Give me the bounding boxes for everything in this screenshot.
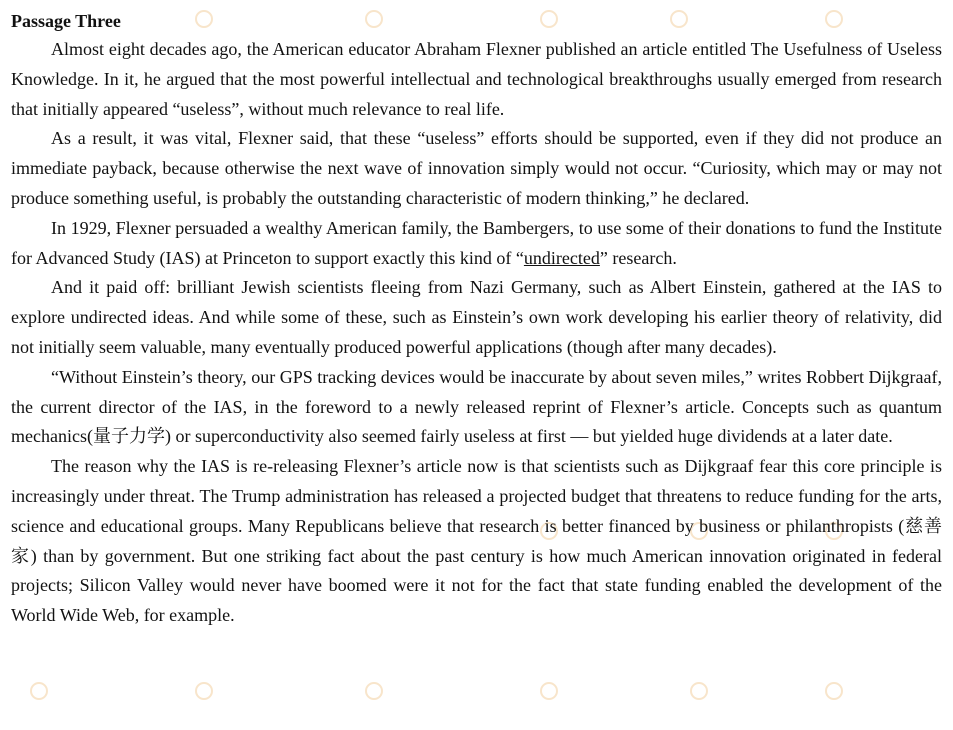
paragraph-5: “Without Einstein’s theory, our GPS tracking devices would be inaccurate by about seven miles,” writes Robbert Dijkgraaf, the current director of the IAS, in the foreword to a newly released reprint of Flexner’s article. Concepts such as quantum mechanics(量子力学) or superconductivity also seemed fairly useless at first — but yielded huge dividends at a later date. bbox=[11, 366, 942, 447]
paragraph-3 bbox=[11, 214, 942, 274]
paragraph-3-after: ” research. bbox=[599, 247, 677, 268]
paragraph-2: As a result, it was vital, Flexner said, that these “useless” efforts should be supported, even if they did not produce an immediate payback, because otherwise the next wave of innovation simply would not occur. “Curiosity, which may or may not produce something useful, is probably the outstanding characteristic of modern thinking,” he declared. bbox=[11, 128, 942, 208]
watermark-logo bbox=[540, 682, 564, 700]
passage-title: Passage Three bbox=[11, 11, 121, 31]
paragraph-6: The reason why the IAS is re-releasing Flexner’s article now is that scientists such as Dijkgraaf fear this core principle is increasingly under threat. The Trump administration has released a projected budget that threatens to reduce funding for the arts, science and educational groups. Many Republicans believe that research is better financed by business or philanthropists (慈善家) than by government. But one striking fact about the past century is how much American innovation originated in federal projects; Silicon Valley would never have boomed were it not for the fact that state funding enabled the development of the World Wide Web, for example. bbox=[11, 456, 942, 626]
watermark-logo bbox=[365, 682, 389, 700]
paragraph-4: And it paid off: brilliant Jewish scientists fleeing from Nazi Germany, such as Albert Einstein, gathered at the IAS to explore undirected ideas. And while some of these, such as Einstein’s own work developing his earlier theory of relativity, did not initially seem valuable, many eventually produced powerful applications (though after many decades). bbox=[11, 277, 942, 357]
paragraph-1: Almost eight decades ago, the American educator Abraham Flexner published an article entitled The Usefulness of Useless Knowledge. In it, he argued that the most powerful intellectual and technological breakthroughs usually emerged from research that initially appeared “useless”, without much relevance to real life. bbox=[11, 39, 942, 119]
watermark-logo bbox=[825, 682, 849, 700]
watermark-logo bbox=[690, 682, 714, 700]
watermark-logo bbox=[195, 682, 219, 700]
watermark-logo bbox=[30, 682, 54, 700]
paragraph-3-before: In 1929, Flexner persuaded a wealthy American family, the Bambergers, to use some of their donations to fund the Institute for Advanced Study (IAS) at Princeton to support exactly this kind of “ bbox=[11, 217, 942, 268]
reading-passage bbox=[11, 8, 942, 631]
underlined-word: undirected bbox=[523, 247, 600, 268]
